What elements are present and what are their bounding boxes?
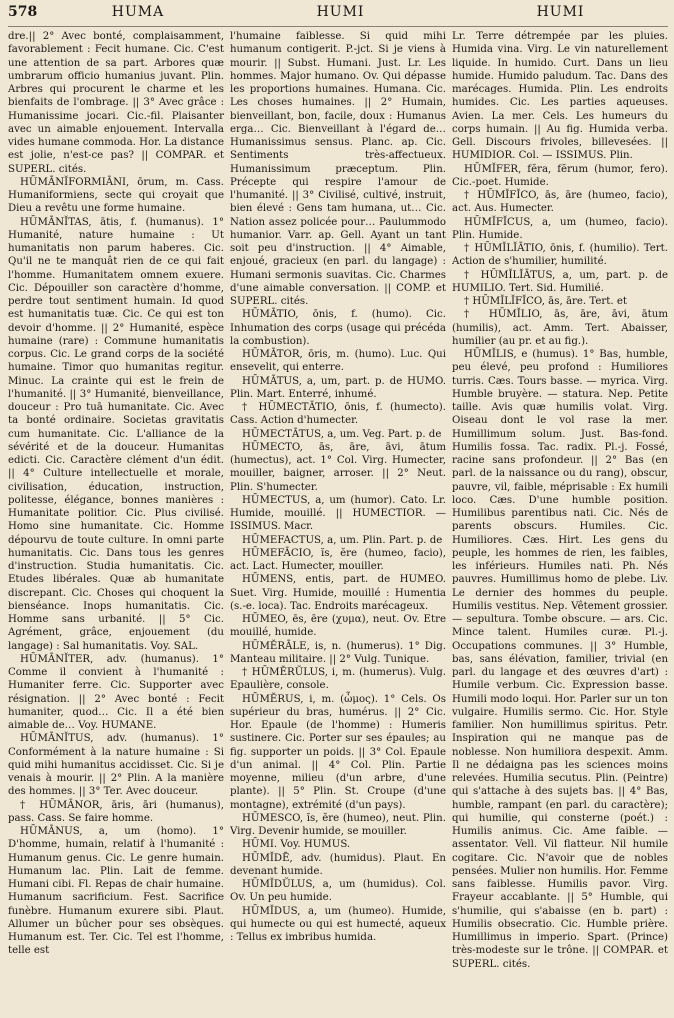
column-3 xyxy=(452,30,668,971)
entry-paragraph: HŪMEFĀCIO, ĭs, ĕre (humeo, facio), act. Lact. Humecter, mouiller. xyxy=(230,547,446,572)
entry-paragraph: HŪMĀNĬTUS, adv. (humanus). 1° Conformément à la nature humaine : Si quid mihi humanitus accidisset. Cic. Si je venais à mourir. || 2° Plin. A la manière des hommes. || 3° Ter. Avec douceur. xyxy=(8,733,224,798)
page-header xyxy=(8,4,668,27)
entry-paragraph: HŪMĀNUS, a, um (homo). 1° D'homme, humain, relatif à l'humanité : Humanum genus. Cic. Le genre humain. Humanum lac. Plin. Lait de femme. Humani cibi. Fl. Repas de chair humaine. Humanum sacrificium. Fest. Sacrifice funèbre. Humanum exurere sibi. Plaut. Allumer un bûcher pour ses obsèques. Humanum est. Ter. Cic. Tel est l'homme, telle est xyxy=(8,826,224,957)
entry-paragraph: dre.|| 2° Avec bonté, complaisamment, favorablement : Fecit humane. Cic. C'est une attention de sa part. Arbores quæ umbrarum officio humanius juvant. Plin. Arbres qui procurent le charme et les bienfaits de l'ombrage. || 3° Avec grâce : Humanissime jocari. Cic.-fil. Plaisanter avec un aimable enjouement. Intervalla vides humane commoda. Hor. La distance est jolie, n'est-ce pas? || COMPAR. et SUPERL. cités. xyxy=(8,31,224,175)
guide-word-center: HUMI xyxy=(316,4,365,20)
entry-paragraph: HŪMĔRUS, i, m. (ὦμος). 1° Cels. Os supérieur du bras, humérus. || 2° Cic. Hor. Epaule (de l'homme) : Humeris sustinere. Cic. Porter sur ses épaules; au fig. supporter un poids. || 3° Col. Epaule d'un animal. || 4° Col. Plin. Partie moyenne, milieu (d'un arbre, d'une plante). || 5° Plin. St. Croupe (d'une montagne), extrémité (d'un pays). xyxy=(230,693,446,811)
entry-paragraph: † HŪMĔRŬLUS, i, m. (humerus). Vulg. Epaulière, console. xyxy=(230,667,446,692)
entry-paragraph: HŪMĀNĬTER, adv. (humanus). 1° Comme il convient à l'humanité : Humaniter ferre. Cic. Supporter avec résignation. || 2° Avec bonté : Fecit humaniter, quod… Cic. Il a été bien aimable de… Voy. HUMANE. xyxy=(8,653,224,731)
entry-paragraph: † HŪMĀNOR, āris, āri (humanus), pass. Cass. Se faire homme. xyxy=(8,799,224,824)
entry-paragraph: HŪMĀTOR, ōris, m. (humo). Luc. Qui ensevelit, qui enterre. xyxy=(230,349,446,374)
guide-word-left: HUMA xyxy=(111,4,165,20)
entry-paragraph: HŪMĀNĬTAS, ātis, f. (humanus). 1° Humanité, nature humaine : Ut humanitatis non parum haberes. Cic. Qu'il ne te manquât rien de ce qui fait l'homme. Humanitatem omnem exuere. Cic. Dépouiller son caractère d'homme, perdre tout sentiment humain. Id quod est humanitatis tuæ. Cic. Ce qui est ton devoir d'homme. || 2° Humanité, espèce humaine (rare) : Commune humanitatis corpus. Cic. Le grand corps de la société humaine. Timor quo humanitas regitur. Minuc. La crainte qui est le frein de l'humanité. || 3° Humanité, bienveillance, douceur : Pro tuā humanitate. Cic. Avec ta bonté ordinaire. Societas gravitatis cum humanitate. Cic. L'alliance de la sévérité et de la douceur. Humanitas edicti. Cic. Caractère clément d'un édit. || 4° Culture intellectuelle et morale, civilisation, éducation, instruction, politesse, élégance, bonnes manières : Humanitate politior. Cic. Plus civilisé. Homo sine humanitate. Cic. Homme dépourvu de toute culture. In omni parte humanitatis. Cic. Dans tous les genres d'instruction. Studia humanitatis. Cic. Etudes libérales. Quæ ab humanitate discrepant. Cic. Choses qui choquent la bienséance. Inops humanitatis. Cic. Homme sans urbanité. || 5° Cic. Agrément, grâce, enjouement (du langage) : Sal humanitatis. Voy. SAL. xyxy=(8,216,224,652)
entry-paragraph: † HŪMĬLĬĀTIO, ōnis, f. (humilio). Tert. Action de s'humilier, humilité. xyxy=(452,243,668,268)
guide-word-right: HUMI xyxy=(536,4,585,20)
entry-paragraph: HŪMESCO, ĭs, ĕre (humeo), neut. Plin. Virg. Devenir humide, se mouiller. xyxy=(230,812,446,837)
entry-paragraph: HŪMĀTIO, ōnis, f. (humo). Cic. Inhumation des corps (usage qui précéda la combustion). xyxy=(230,309,446,347)
entry-paragraph: † HŪMĬLIO, ās, āre, āvi, ātum (humilis), act. Amm. Tert. Abaisser, humilier (au pr. et au fig.). xyxy=(452,309,668,347)
entry-paragraph: HŪMĬDĒ, adv. (humidus). Plaut. En devenant humide. xyxy=(230,852,446,877)
entry-paragraph: HŪMEO, ēs, ēre (χυμα), neut. Ov. Etre mouillé, humide. xyxy=(230,614,446,639)
entry-paragraph: HŪMECTĀTUS, a, um. Veg. Part. p. de xyxy=(242,428,442,440)
entry-paragraph: HŪMECTO, ās, āre, āvi, ātum (humectus), act. 1° Col. Virg. Humecter, mouiller, baigner, arroser. || 2° Neut. Plin. S'humecter. xyxy=(230,441,446,493)
entry-paragraph: HŪMĔRĀLE, is, n. (humerus). 1° Dig. Manteau militaire. || 2° Vulg. Tunique. xyxy=(230,640,446,665)
entry-paragraph: HŪMĀTUS, a, um, part. p. de HUMO. Plin. Mart. Enterré, inhumé. xyxy=(230,375,446,400)
entry-paragraph: HŪMENS, entis, part. de HUMEO. Suet. Virg. Humide, mouillé : Humentia (s.-e. loca). Tac. Endroits marécageux. xyxy=(230,574,446,612)
entry-paragraph: l'humaine faiblesse. Si quid mihi humanum contigerit. P.-jct. Si je viens à mourir. || Subst. Humani. Just. Lr. Les hommes. Major humano. Ov. Qui dépasse les proportions humaines. Humana. Cic. Les choses humaines. || 2° Humain, bienveillant, bon, facile, doux : Humanus erga… Cic. Bienveillant à l'égard de… Humanissimus sensus. Planc. ap. Cic. Sentiments très-affectueux. Humanissimum præceptum. Plin. Précepte qui respire l'amour de l'humanité. || 3° Civilisé, cultivé, instruit, bien élevé : Gens tam humana, ut… Cic. Nation assez policée pour… Paulummodo humanior. Varr. ap. Gell. Ayant un tant soit peu d'instruction. || 4° Aimable, enjoué, gracieux (en parl. du langage) : Humani sermonis suavitas. Cic. Charmes d'une aimable conversation. || COMP. et SUPERL. cités. xyxy=(230,31,446,307)
entry-paragraph: † HŪMĬLĬĀTUS, a, um, part. p. de HUMILIO. Tert. Sid. Humilié. xyxy=(452,269,668,294)
entry-paragraph: HŪMĀNĬFORMIĀNI, ōrum, m. Cass. Humaniformiens, secte qui croyait que Dieu a revêtu une forme humaine. xyxy=(8,176,224,215)
entry-paragraph: HŪMEFACTUS, a, um. Plin. Part. p. de xyxy=(242,534,443,546)
entry-paragraph: HŪMĬLIS, e (humus). 1° Bas, humble, peu élevé, peu profond : Humiliores turris. Cæs. Tours basse. — myrica. Virg. Humble bruyère. — statura. Nep. Petite taille. Avis quæ humilis volat. Virg. Oiseau dont le vol rase la mer. Humillimum solum. Just. Bas-fond. Humilis fossa. Tac. radix. Pl.-j. Fossé, racine sans profondeur. || 2° Bas (en parl. de la naissance ou du rang), obscur, pauvre, vil, faible, méprisable : Ex humili loco. Cæs. D'une humble position. Humilibus parentibus nati. Cic. Nés de parents obscurs. Humiles. Cic. Humiliores. Cæs. Hirt. Les gens du peuple, les hommes de rien, les faibles, les inférieurs. Humiles nati. Ph. Nés pauvres. Humillimus homo de plebe. Liv. Le dernier des hommes du peuple. Humilis vestitus. Nep. Vêtement grossier. — sepultura. Tombe obscure. — ars. Cic. Mince talent. Humiles curæ. Pl.-j. Occupations communes. || 3° Humble, bas, sans élévation, familier, trivial (en parl. du langage et des œuvres d'art) : Humile verbum. Cic. Expression basse. Humili modo loqui. Hor. Parler sur un ton vulgaire. Humilis sermo. Cic. Hor. Style familier. Non humillimus spiritus. Petr. Inspiration qui ne manque pas de noblesse. Non humiliora despexit. Amm. Il ne dédaigna pas les sciences moins relevées. Humilia secutus. Plin. (Peintre) qui s'attache à des sujets bas. || 4° Bas, humble, rampant (en parl. du caractère); qui humilie, qui consterne (poét.) : Humilis animus. Cic. Ame faible. — assentator. Vell. Vil flatteur. Nil humile cogitare. Cic. N'avoir que de nobles pensées. Mulier non humilis. Hor. Femme sans faiblesse. Humilis pavor. Virg. Frayeur accablante. || 5° Humble, qui s'humilie, qui s'abaisse (en b. part) : Humilis obsecratio. Cic. Humble prière. Humillimus in imperio. Spart. (Prince) très-modeste sur le trône. || COMPAR. et SUPERL. cités. xyxy=(452,349,668,970)
entry-paragraph: HŪMĬDUS, a, um (humeo). Humide, qui humecte ou qui est humecté, aqueux : Tellus ex imbribus humida. xyxy=(230,905,446,943)
columns xyxy=(8,27,668,971)
column-1 xyxy=(8,30,224,971)
entry-paragraph: HŪMECTUS, a, um (humor). Cato. Lr. Humide, mouillé. || HUMECTIOR. — ISSIMUS. Macr. xyxy=(230,494,446,533)
entry-paragraph: † HŪMECTĀTIO, ōnis, f. (humecto). Cass. Action d'humecter. xyxy=(230,402,446,427)
entry-paragraph: HŪMĬFER, fĕra, fĕrum (humor, fero). Cic.-poet. Humide. xyxy=(452,163,668,188)
entry-paragraph: † HŪMĬFĬCO, ās, āre (humeo, facio), act. Aus. Humecter. xyxy=(452,190,668,215)
entry-paragraph: † HŪMĬLĬFĬCO, ās, āre. Tert. et xyxy=(464,296,627,307)
entry-paragraph: HŪMĬDŬLUS, a, um (humidus). Col. Ov. Un peu humide. xyxy=(230,879,446,904)
entry-paragraph: HŪMI. Voy. HUMUS. xyxy=(242,839,351,851)
entry-paragraph: Lr. Terre détrempée par les pluies. Humida vina. Virg. Le vin naturellement liquide. In humido. Curt. Dans un lieu humide. Humido paludum. Tac. Dans des marécages. Humida. Plin. Les endroits humides. Cic. Les parties aqueuses. Avien. La mer. Cels. Les humeurs du corps humain. || Au fig. Humida verba. Gell. Discours frivoles, billevesées. || HUMIDIOR. Col. — ISSIMUS. Plin. xyxy=(452,31,668,162)
column-2 xyxy=(230,30,446,971)
page-number: 578 xyxy=(8,4,38,20)
entry-paragraph: HŪMĬFĬCUS, a, um (humeo, facio). Plin. Humide. xyxy=(452,216,668,241)
